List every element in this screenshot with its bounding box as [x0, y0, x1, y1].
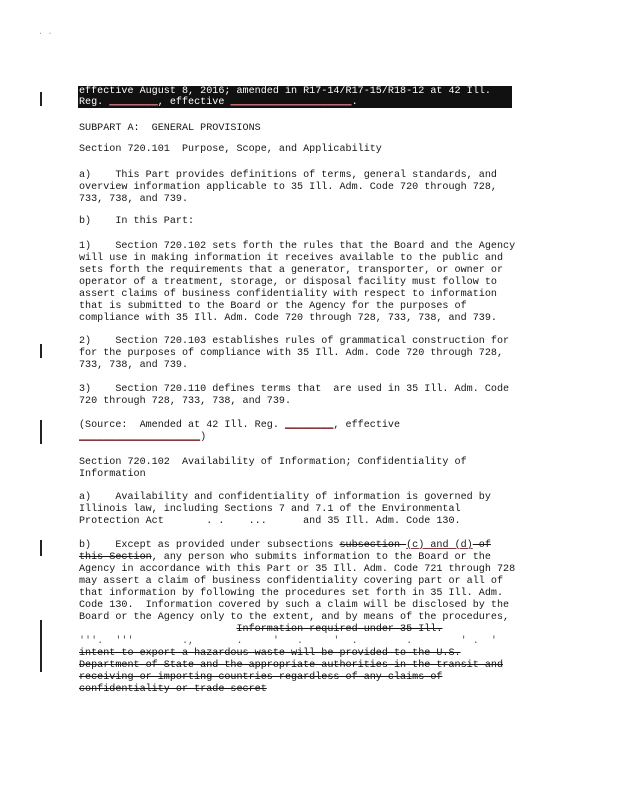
struck-line: Department of State and the appropriate authorities in the transit and [79, 660, 504, 671]
section-102-title-cont: Information [79, 469, 146, 480]
scan-noise-line: '''. ''' ., . ' . ' . . ' . ' [79, 636, 497, 647]
para-b1-line: 1) Section 720.102 sets forth the rules that the Board and the Agency [79, 241, 516, 252]
source-note: (Source: Amended at 42 Ill. Reg. ________, effective [79, 420, 401, 431]
para-b2-line: for the purposes of compliance with 35 Ill. Adm. Code 720 through 728, [79, 348, 504, 359]
sec102-para-b-line: Agency in accordance with this Part or 35 Ill. Adm. Code 721 through 728 [79, 564, 516, 575]
para-b-line: b) In this Part: [79, 216, 195, 227]
para-b2-line: 733, 738, and 739. [79, 360, 189, 371]
sec102-para-b-line: that information by following the procedures set forth in 35 Ill. Adm. [79, 588, 504, 599]
change-bar [40, 620, 42, 672]
scan-artifact: . . [38, 28, 53, 37]
para-b3-line: 3) Section 720.110 defines terms that are used in 35 Ill. Adm. Code [79, 384, 510, 395]
section-102-title: Section 720.102 Availability of Information; Confidentiality of [79, 457, 467, 468]
para-b1-line: that is submitted to the Board or the Agency for the purposes of [79, 301, 467, 312]
para-b3-line: 720 through 728, 733, 738, and 739. [79, 396, 292, 407]
struck-line: intent to export a hazardous waste will be provided to the U.S. [79, 648, 461, 659]
para-a-line: overview information applicable to 35 Ill. Adm. Code 720 through 728, [79, 182, 497, 193]
change-bar [40, 344, 42, 358]
para-b2-line: 2) Section 720.103 establishes rules of grammatical construction for [79, 336, 510, 347]
sec102-para-a-line: a) Availability and confidentiality of information is governed by [79, 492, 491, 503]
source-note-cont: ____________________) [79, 432, 207, 443]
para-b1-line: will use in making information it receives available to the public and [79, 253, 504, 264]
sec102-para-b-line: Code 130. Information covered by such a claim will be disclosed by the [79, 600, 510, 611]
struck-line: confidentiality or trade secret [79, 684, 267, 695]
sec102-para-b-line: b) Except as provided under subsections subsection (c) and (d) of [79, 540, 491, 551]
para-b1-line: sets forth the requirements that a generator, transporter, or owner or [79, 265, 504, 276]
header-line-1: effective August 8, 2016; amended in R17-14/R17-15/R18-12 at 42 Ill. [78, 86, 512, 97]
header-line-2: Reg. ________, effective ____________________. [78, 97, 512, 108]
sec102-para-a-line: Protection Act . . ... and 35 Ill. Adm. Code 130. [79, 516, 461, 527]
para-b1-line: compliance with 35 Ill. Adm. Code 720 through 728, 733, 738, and 739. [79, 313, 497, 324]
para-b1-line: assert claims of business confidentiality with respect to information [79, 289, 497, 300]
sec102-para-b-line: may assert a claim of business confidentiality covering part or all of [79, 576, 504, 587]
sec102-para-b-line: this Section, any person who submits information to the Board or the [79, 552, 491, 563]
para-b1-line: operator of a treatment, storage, or disposal facility must follow to [79, 277, 497, 288]
para-a-line: a) This Part provides definitions of terms, general standards, and [79, 170, 497, 181]
change-bar [40, 540, 42, 556]
scan-noise-line: Information required under 35 Ill. [236, 624, 443, 635]
change-bar [40, 420, 42, 444]
struck-line: receiving or importing countries regardless of any claims of [79, 672, 443, 683]
change-bar [40, 92, 42, 106]
para-a-line: 733, 738, and 739. [79, 194, 189, 205]
section-101-title: Section 720.101 Purpose, Scope, and Applicability [79, 144, 382, 155]
sec102-para-a-line: Illinois law, including Sections 7 and 7.1 of the Environmental [79, 504, 461, 515]
subpart-heading: SUBPART A: GENERAL PROVISIONS [79, 123, 261, 134]
sec102-para-b-line: Board or the Agency only to the extent, and by means of the procedures, [79, 612, 510, 623]
